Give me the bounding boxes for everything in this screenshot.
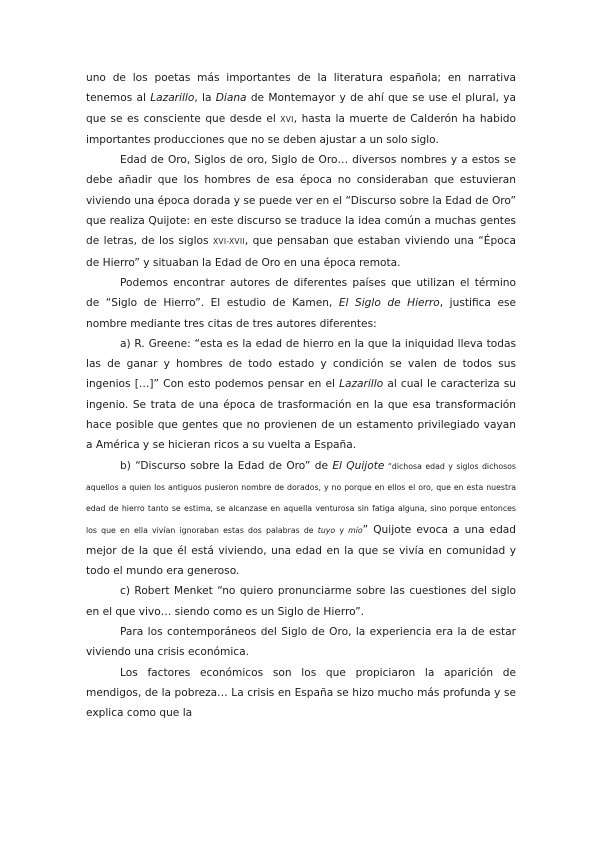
- quote-italic: tuyo: [317, 525, 336, 535]
- quote-italic: mío: [348, 525, 363, 535]
- text-run: Edad de Oro, Siglos de oro, Siglo de Oro… diversos nombres y a estos se debe añadir que los hombres de esa época no consideraban que estuvieran viviendo una época dorada y se puede ver en el “Discurso sobre la Edad de Oro” que realiza Quijote: en este discurso se traduce la idea común a muchas gentes de letras, de los siglos: [86, 154, 516, 248]
- paragraph-1: [86, 68, 516, 150]
- italic-title: Diana: [215, 92, 247, 105]
- text-run: , la: [194, 92, 216, 105]
- italic-title: El Siglo de Hierro: [338, 297, 440, 310]
- roman-numeral: XVI-XVII: [212, 237, 245, 247]
- text-run: Podemos encontrar autores de diferentes países que utilizan el término de “Siglo de Hierro”. El estudio de Kamen,: [86, 276, 516, 310]
- text-run: Para los contemporáneos del Siglo de Oro, la experiencia era la de estar viviendo una crisis económica.: [86, 626, 516, 659]
- text-run: , que pensaban que estaban viviendo una “Época de Hierro” y situaban la Edad de Oro en una época remota.: [86, 235, 516, 269]
- text-run: , justifica ese nombre mediante tres citas de tres autores diferentes:: [86, 297, 517, 330]
- text-run: al cual le caracteriza su ingenio. Se trata de una época de trasformación en la que esa transformación hace posible que gentes que no provienen de un estamento privilegiado vayan a América y se hicieran ricos a su vuelta a España.: [86, 378, 516, 452]
- italic-title: El Quijote: [332, 459, 385, 472]
- text-run: , hasta la muerte de Calderón ha habido importantes producciones que no se deben ajustar a un solo siglo.: [86, 112, 516, 146]
- paragraph-8: [86, 663, 516, 724]
- text-run: a) R. Greene: “esta es la edad de hierro en la que la iniquidad lleva todas las de ganar y hombres de todo estado y condición se valen de todos sus ingenios […]” Con esto podemos pensar en el: [86, 337, 516, 391]
- text-run: Los factores económicos son los que propiciaron la aparición de mendigos, de la pobreza… La crisis en España se hizo mucho más profunda y se explica como que la: [86, 666, 516, 720]
- paragraph-5: [86, 456, 516, 582]
- text-run: b) “Discurso sobre la Edad de Oro” de: [120, 459, 333, 472]
- text-run: de Montemayor y de ahí que se use el plural, ya que se es consciente que desde el: [86, 92, 516, 125]
- paragraph-6: [86, 581, 516, 622]
- text-run: uno de los poetas más importantes de la literatura española; en narrativa tenemos al: [86, 72, 516, 105]
- paragraph-4: [86, 334, 516, 456]
- italic-title: Lazarillo: [150, 92, 195, 105]
- paragraph-7: [86, 622, 516, 663]
- body-text: [86, 68, 516, 724]
- quote-text: “dichosa edad y siglos dichosos aquellos a quien los antiguos pusieron nombre de dorados, y no porque en ellos el oro, que en esta nuestra edad de hierro tanto se estima, se alcanzase en aquella venturosa sin fatiga alguna, sino porque entonces los que en ella vivían ignoraban estas dos palabras de: [86, 461, 516, 535]
- roman-numeral: XVI: [280, 114, 294, 124]
- text-run: c) Robert Menket “no quiero pronunciarme sobre las cuestiones del siglo en el que vivo… siendo como es un Siglo de Hierro”.: [86, 585, 516, 618]
- paragraph-3: [86, 273, 516, 334]
- text-run: ” Quijote evoca a una edad mejor de la que él está viviendo, una edad en la que se vivía en comunidad y todo el mundo era generoso.: [86, 523, 517, 578]
- italic-title: Lazarillo: [339, 378, 384, 391]
- paragraph-2: [86, 150, 516, 273]
- quote-text: y: [335, 525, 349, 535]
